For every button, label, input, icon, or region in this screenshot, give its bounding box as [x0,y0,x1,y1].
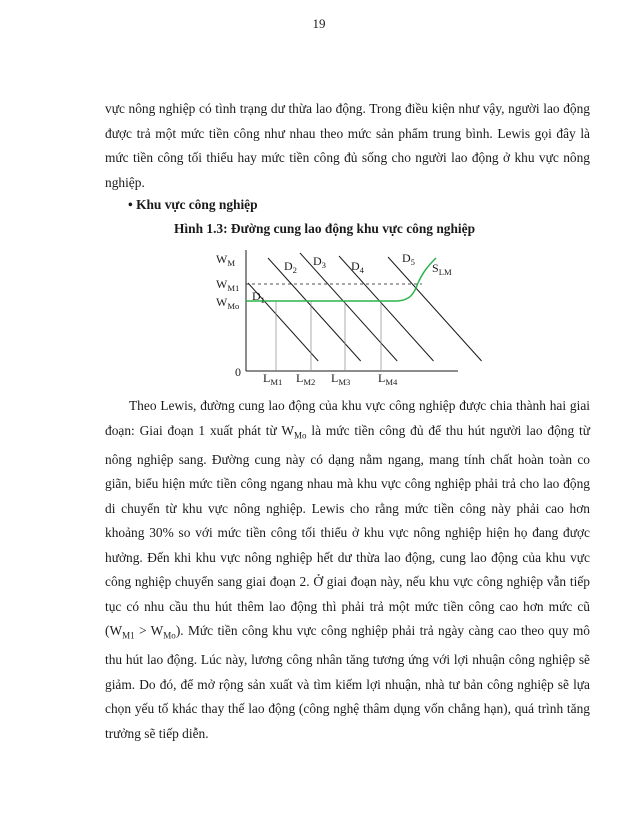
x-tick-label-2: $L_{M2}$ [296,371,316,387]
demand-label-3: $D_3$ [313,254,326,270]
demand-label-5: $D_5$ [402,251,415,267]
figure-title: Hình 1.3: Đường cung lao động khu vực công nghiệp [174,221,476,236]
y-label-wm1: $W_{M1}$ [216,277,240,293]
bullet-symbol: • [128,197,133,212]
demand-curve-3 [300,253,397,361]
supply-label: $S_{LM}$ [432,261,452,277]
page-number: 19 [312,16,326,31]
demand-label-1: $D_1$ [252,289,265,305]
x-tick-label-3: $L_{M3}$ [331,371,351,387]
section-heading-text: Khu vực công nghiệp [136,197,258,212]
paragraph-1: vực nông nghiệp có tình trạng dư thừa lao động. Trong điều kiện như vậy, người lao động được trả một mức tiền công như nhau theo mức sản phẩm trung bình. Lewis gọi đây là mức tiền công tối thiểu hay mức tiền công đủ sống cho người lao động ở khu vực nông nghiệp. [105,101,590,190]
x-tick-label-1: $L_{M1}$ [263,371,283,387]
y-label-wm: $W_M$ [216,252,235,268]
demand-label-4: $D_4$ [351,259,364,275]
origin-label: 0 [235,365,241,379]
demand-curve-2 [268,258,361,361]
demand-label-2: $D_2$ [284,259,297,275]
y-label-wmo: $W_{Mo}$ [216,295,240,311]
paragraph-2: Theo Lewis, đường cung lao động của khu vực công nghiệp được chia thành hai giai đoạn: Giai đoạn 1 xuất phát từ $W_{Mo}$ là mức tiền công đủ để thu hút người lao động từ nông nghiệp sang. Đường cung này có dạng nằm ngang, mang tính chất hoàn toàn co giãn, biểu hiện mức tiền công ngang nhau mà khu vực công nghiệp phải trả cho lao động di chuyển từ khu vực nông nghiệp. Lewis cho rằng mức tiền công này phải cao hơn khoảng 30% so với mức tiền công tối thiểu ở khu vực nông nghiệp hiện họ đang được hưởng. Đến khi khu vực nông nghiệp hết dư thừa lao động, cung lao động của khu vực công nghiệp chuyển sang giai đoạn 2. Ở giai đoạn này, nếu khu vực công nghiệp vẫn tiếp tục có nhu cầu thu hút thêm lao động thì phải trả một mức tiền công cao hơn mức cũ $(W_{M1} > W_{Mo})$. Mức tiền công khu vực công nghiệp phải trả ngày càng cao theo quy mô thu hút lao động. Lúc này, lương công nhân tăng tương ứng với lợi nhuận công nghiệp sẽ giảm. Do đó, để mở rộng sản xuất và tìm kiếm lợi nhuận, nhà tư bản công nghiệp sẽ lựa chọn yếu tố khác thay thế lao động (công nghệ thâm dụng vốn chẳng hạn), quá trình tăng trưởng sẽ tiếp diễn. [105,398,590,741]
x-tick-label-4: $L_{M4}$ [378,371,398,387]
